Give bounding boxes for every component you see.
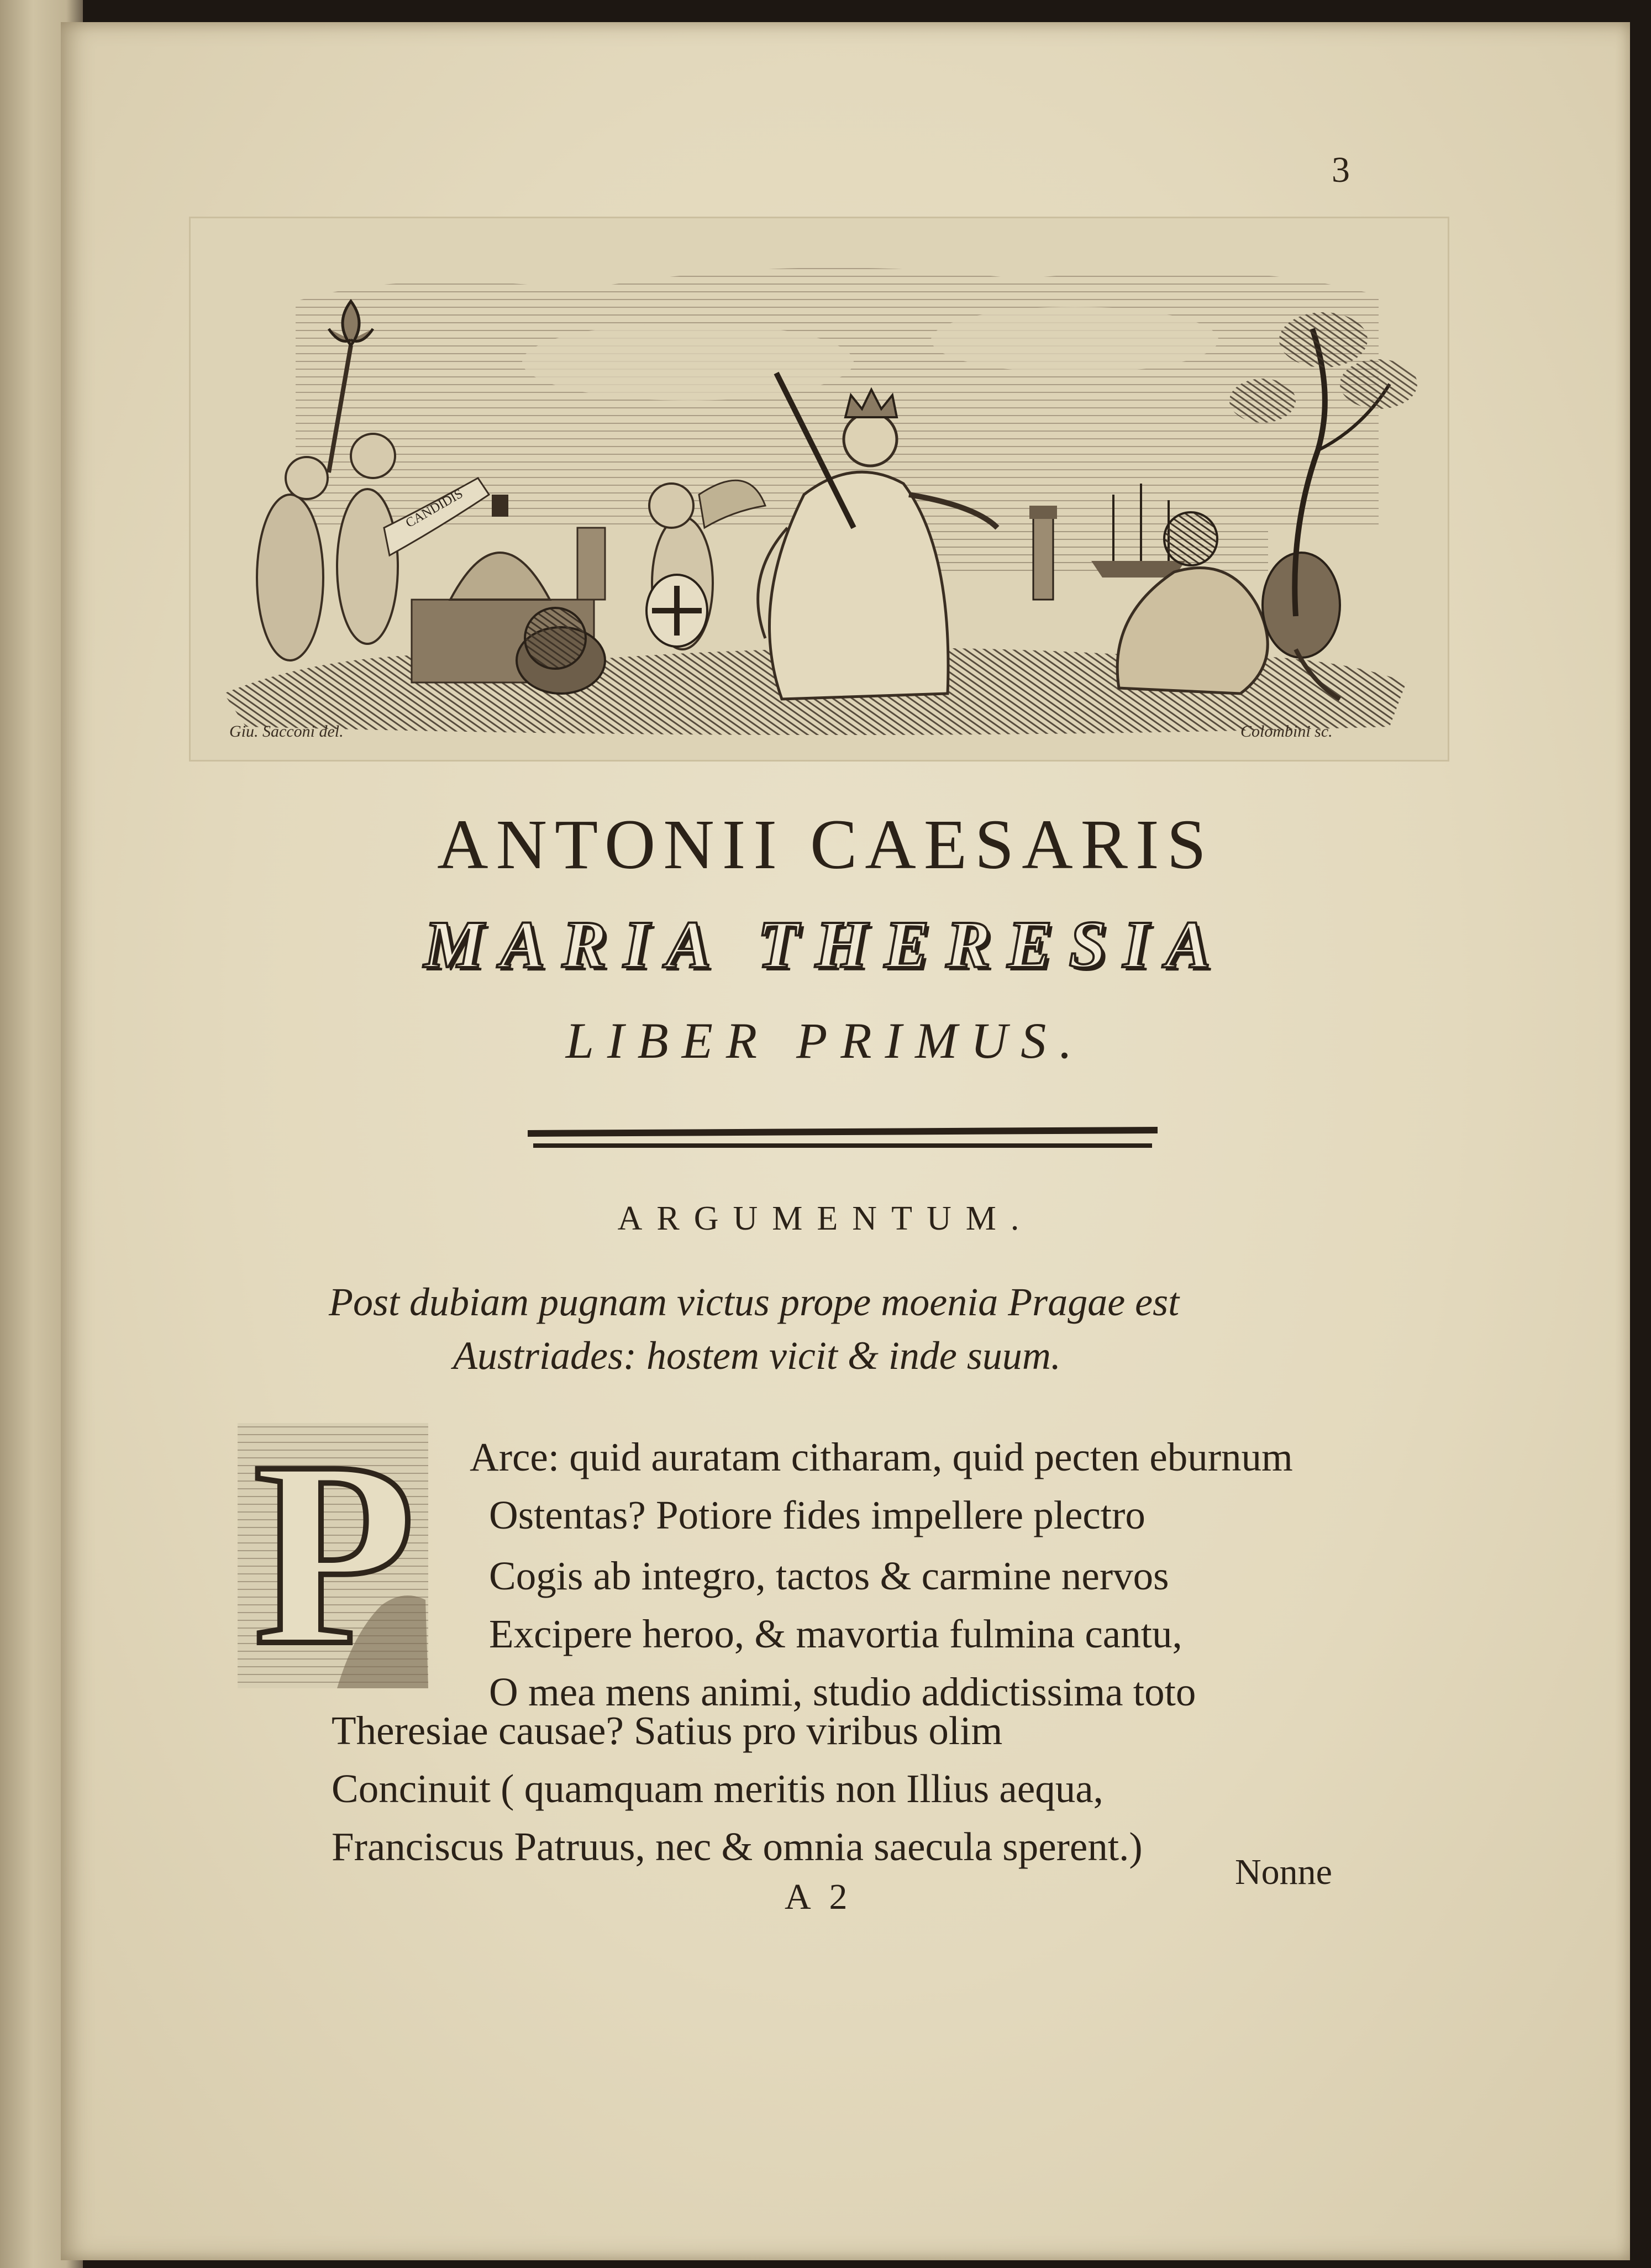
allegorical-engraving xyxy=(191,218,1448,760)
winged-putto-with-shield xyxy=(646,480,765,649)
verse-line: Excipere heroo, & mavortia fulmina cantu, xyxy=(489,1611,1182,1656)
draftsman-credit: Giu. Sacconi del. xyxy=(229,722,344,741)
argument-line: Post dubiam pugnam victus prope moenia Pragae est xyxy=(329,1280,1180,1324)
verse-line: O mea mens animi, studio addictissima toto xyxy=(489,1670,1196,1714)
cloud xyxy=(522,323,854,401)
verse-line: Theresiae causae? Satius pro viribus olim xyxy=(332,1708,1003,1753)
initial-letter: P xyxy=(253,1406,416,1700)
decorated-initial xyxy=(238,1406,428,1700)
verse-line: Arce: quid auratam citharam, quid pecten eburnum xyxy=(470,1435,1293,1479)
book-title: LIBER PRIMUS. xyxy=(565,1012,1086,1069)
work-title: MARIA THERESIA xyxy=(423,907,1228,982)
lighthouse xyxy=(1029,506,1057,600)
page-number: 3 xyxy=(1332,150,1350,190)
catchword: Nonne xyxy=(1235,1852,1332,1892)
verse-line: Ostentas? Potiore fides impellere plectro xyxy=(489,1493,1145,1537)
argument-line: Austriades: hostem vicit & inde suum. xyxy=(453,1334,1061,1378)
cloud xyxy=(931,307,1218,373)
argument-heading: ARGUMENTUM. xyxy=(617,1200,1034,1237)
signature-mark: A 2 xyxy=(785,1877,853,1917)
verse-line: Franciscus Patruus, nec & omnia saecula sperent.) xyxy=(332,1824,1143,1869)
verse-line: Concinuit ( quamquam meritis non Illius aequa, xyxy=(332,1766,1103,1811)
engraved-headpiece xyxy=(191,218,1448,760)
author-title: ANTONII CAESARIS xyxy=(437,805,1214,884)
verse-line: Cogis ab integro, tactos & carmine nervos xyxy=(489,1553,1169,1598)
double-rule-divider xyxy=(528,1125,1158,1151)
svg-text:CANDIDIS: CANDIDIS xyxy=(403,486,466,531)
engraver-credit: Colombini sc. xyxy=(1240,722,1333,741)
